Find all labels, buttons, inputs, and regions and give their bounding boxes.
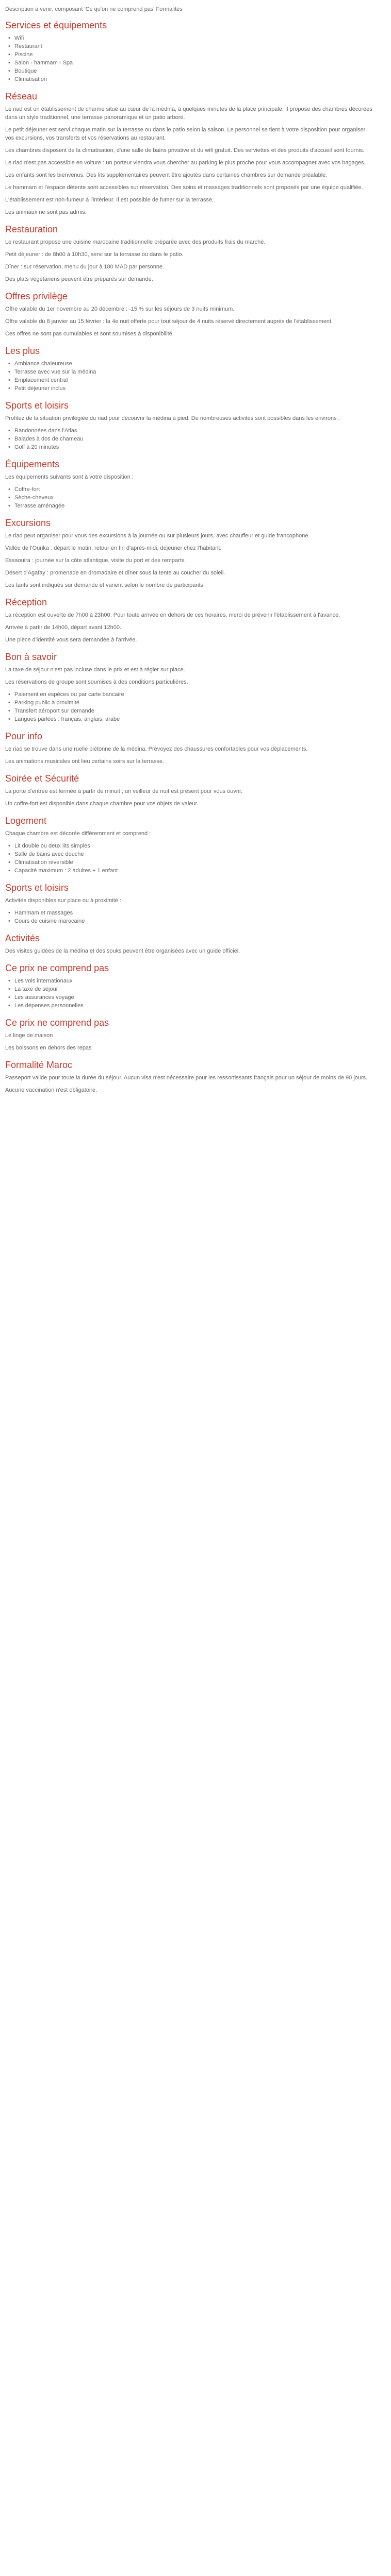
section-paragraph: Des visites guidées de la médina et des souks peuvent être organisées avec un guide officiel.	[5, 948, 240, 954]
section-list	[5, 34, 376, 83]
section-heading: Pour info	[5, 731, 43, 741]
page-content	[0, 0, 381, 1112]
section-paragraph: Une pièce d'identité vous sera demandée à l'arrivée.	[5, 637, 137, 643]
list-item: • Wifi	[14, 34, 376, 42]
section	[5, 815, 376, 875]
section-paragraph: Le linge de maison	[5, 1032, 53, 1039]
list-item: • Terrasse aménagée	[14, 502, 376, 510]
section-paragraph: Chaque chambre est décorée différemment et comprend :	[5, 831, 151, 837]
section	[5, 345, 376, 393]
section-paragraph: La porte d'entrée est fermée à partir de minuit ; un veilleur de nuit est présent pour vous ouvrir.	[5, 788, 243, 794]
list-item: • Lit double ou deux lits simples	[14, 842, 376, 850]
intro-text: Description à venir, composant 'Ce qu'on ne comprend pas' Formalités	[5, 6, 183, 12]
list-item: • Cours de cuisine marocaine	[14, 917, 376, 925]
section-heading: Services et équipements	[5, 20, 107, 30]
list-item: • Hammam et massages	[14, 909, 376, 917]
list-item: • Climatisation	[14, 75, 376, 83]
section-paragraph: Les boissons en dehors des repas	[5, 1045, 92, 1051]
section-paragraph: Essaouira : journée sur la côte atlantique, visite du port et des remparts.	[5, 557, 186, 564]
list-item: • Emplacement central	[14, 376, 376, 384]
section-paragraph: Petit déjeuner : de 8h00 à 10h30, servi sur la terrasse ou dans le patio.	[5, 251, 184, 258]
section-paragraph: Profitez de la situation privilégiée du riad pour découvrir la médina à pied. De nombreuses activités sont possibles dans les environs :	[5, 415, 340, 421]
section-paragraph: Offre valable du 8 janvier au 15 février : la 4e nuit offerte pour tout séjour de 4 nuits réservé directement auprès de l'établissement.	[5, 318, 333, 325]
list-item: • Salle de bains avec douche	[14, 850, 376, 858]
section	[5, 459, 376, 510]
section-heading: Soirée et Sécurité	[5, 773, 79, 784]
section-list	[5, 360, 376, 393]
list-item: • Ambiance chaleureuse	[14, 360, 376, 368]
section-paragraph: La réception est ouverte de 7h00 à 23h00. Pour toute arrivée en dehors de ces horaires, merci de prévenir l'établissement à l'avance.	[5, 612, 340, 618]
section-paragraph: Les chambres disposent de la climatisation, d'une salle de bains privative et du wifi gratuit. Des serviettes et des produits d'accueil sont fournis.	[5, 147, 365, 154]
section	[5, 1017, 376, 1052]
list-item: • Balades à dos de chameau	[14, 435, 376, 443]
section-paragraph: Les équipements suivants sont à votre disposition :	[5, 474, 134, 480]
section-list	[5, 427, 376, 451]
section-paragraph: Le riad peut organiser pour vous des excursions à la journée ou sur plusieurs jours, avec chauffeur et guide francophone.	[5, 533, 310, 539]
section-heading: Activités	[5, 933, 40, 943]
list-item: • Randonnées dans l'Atlas	[14, 427, 376, 435]
list-item: • Terrasse avec vue sur la médina	[14, 368, 376, 376]
list-item: • Golf à 20 minutes	[14, 443, 376, 451]
section-paragraph: Les enfants sont les bienvenus. Des lits supplémentaires peuvent être ajoutés dans certaines chambres sur demande préalable.	[5, 172, 328, 178]
section-paragraph: Le riad se trouve dans une ruelle piétonne de la médina. Prévoyez des chaussures confortables pour vos déplacements.	[5, 746, 308, 752]
section-paragraph: Le riad est un établissement de charme situé au cœur de la médina, à quelques minutes de la place principale. Il propose des chambres décorées dans un style traditionnel, une terrasse panoramique et un patio arboré.	[5, 106, 372, 121]
section	[5, 597, 376, 644]
section-heading: Bon à savoir	[5, 652, 57, 662]
section-paragraph: Offre valable du 1er novembre au 20 décembre : -15 % sur les séjours de 3 nuits minimum.	[5, 306, 235, 312]
section-list	[5, 909, 376, 925]
section	[5, 400, 376, 451]
section-paragraph: Dîner : sur réservation, menu du jour à 180 MAD par personne.	[5, 264, 165, 270]
section-heading: Réseau	[5, 91, 38, 101]
section	[5, 933, 376, 955]
section-paragraph: Les animations musicales ont lieu certains soirs sur la terrasse.	[5, 758, 165, 765]
list-item: • Transfert aéroport sur demande	[14, 707, 376, 715]
section	[5, 882, 376, 925]
section-list	[5, 842, 376, 875]
section-paragraph: Un coffre-fort est disponible dans chaque chambre pour vos objets de valeur.	[5, 801, 199, 807]
section-paragraph: Le riad n'est pas accessible en voiture : un porteur viendra vous chercher au parking le plus proche pour vous accompagner avec vos bagages.	[5, 160, 366, 166]
section-heading: Excursions	[5, 518, 51, 528]
section-paragraph: Le hammam et l'espace détente sont accessibles sur réservation. Des soins et massages traditionnels sont proposés par une équipe qualifiée.	[5, 184, 363, 191]
section-paragraph: Ces offres ne sont pas cumulables et sont soumises à disponibilité.	[5, 331, 174, 337]
section-heading: Équipements	[5, 459, 60, 469]
section-heading: Formalité Maroc	[5, 1060, 73, 1070]
section-heading: Logement	[5, 816, 47, 826]
section-paragraph: Arrivée à partir de 14h00, départ avant 12h00.	[5, 624, 122, 631]
section-heading: Offres privilège	[5, 291, 68, 301]
section-heading: Sports et loisirs	[5, 883, 69, 893]
section-paragraph: Vallée de l'Ourika : départ le matin, retour en fin d'après-midi, déjeuner chez l'habitant.	[5, 545, 222, 551]
section-paragraph: Le restaurant propose une cuisine marocaine traditionnelle préparée avec des produits frais du marché.	[5, 239, 266, 245]
list-item: • Les assurances voyage	[14, 993, 376, 1002]
section	[5, 91, 376, 216]
section	[5, 517, 376, 589]
list-item: • Salon - hammam - Spa	[14, 59, 376, 67]
list-item: • Sèche-cheveux	[14, 494, 376, 502]
list-item: • Climatisation réversible	[14, 858, 376, 867]
section	[5, 651, 376, 723]
section-list	[5, 977, 376, 1010]
section-paragraph: Les réservations de groupe sont soumises à des conditions particulières.	[5, 679, 188, 685]
section-paragraph: L'établissement est non-fumeur à l'intérieur. Il est possible de fumer sur la terrasse.	[5, 197, 214, 203]
section-paragraph: Des plats végétariens peuvent être préparés sur demande.	[5, 276, 153, 282]
section-heading: Réception	[5, 597, 47, 607]
section-paragraph: La taxe de séjour n'est pas incluse dans le prix et est à régler sur place.	[5, 667, 185, 673]
section-paragraph: Les tarifs sont indiqués sur demande et varient selon le nombre de participants.	[5, 582, 205, 588]
list-item: • Les dépenses personnelles	[14, 1002, 376, 1010]
list-item: • Coffre-fort	[14, 485, 376, 494]
section-paragraph: Activités disponibles sur place ou à proximité :	[5, 897, 121, 904]
section-list	[5, 485, 376, 510]
list-item: • La taxe de séjour	[14, 985, 376, 993]
list-item: • Parking public à proximité	[14, 699, 376, 707]
section-list	[5, 690, 376, 723]
section-paragraph: Désert d'Agafay : promenade en dromadaire et dîner sous la tente au coucher du soleil.	[5, 570, 225, 576]
section	[5, 731, 376, 766]
section-heading: Ce prix ne comprend pas	[5, 963, 109, 973]
list-item: • Boutique	[14, 67, 376, 75]
section-paragraph: Passeport valide pour toute la durée du séjour. Aucun visa n'est nécessaire pour les ressortissants français pour un séjour de moins de 90 jours.	[5, 1075, 368, 1081]
section-heading: Restauration	[5, 224, 58, 234]
list-item: • Langues parlées : français, anglais, arabe	[14, 715, 376, 723]
section	[5, 962, 376, 1010]
section-heading: Les plus	[5, 346, 40, 356]
list-item: • Petit déjeuner inclus	[14, 384, 376, 393]
list-item: • Piscine	[14, 50, 376, 59]
section	[5, 291, 376, 338]
list-item: • Capacité maximum : 2 adultes + 1 enfant	[14, 867, 376, 875]
list-item: • Paiement en espèces ou par carte bancaire	[14, 690, 376, 699]
section-paragraph: Aucune vaccination n'est obligatoire.	[5, 1087, 97, 1093]
list-item: • Restaurant	[14, 42, 376, 50]
sections-container	[5, 20, 376, 1094]
section-heading: Ce prix ne comprend pas	[5, 1018, 109, 1028]
section	[5, 1059, 376, 1094]
section-paragraph: Les animaux ne sont pas admis.	[5, 209, 87, 215]
section	[5, 20, 376, 83]
section	[5, 224, 376, 283]
section	[5, 773, 376, 808]
section-paragraph: Le petit déjeuner est servi chaque matin sur la terrasse ou dans le patio selon la saison. Le personnel se tient à votre disposition pour organiser vos excursions, vos transferts et vos réservations au restaurant.	[5, 127, 366, 141]
section-heading: Sports et loisirs	[5, 400, 69, 411]
list-item: • Les vols internationaux	[14, 977, 376, 985]
